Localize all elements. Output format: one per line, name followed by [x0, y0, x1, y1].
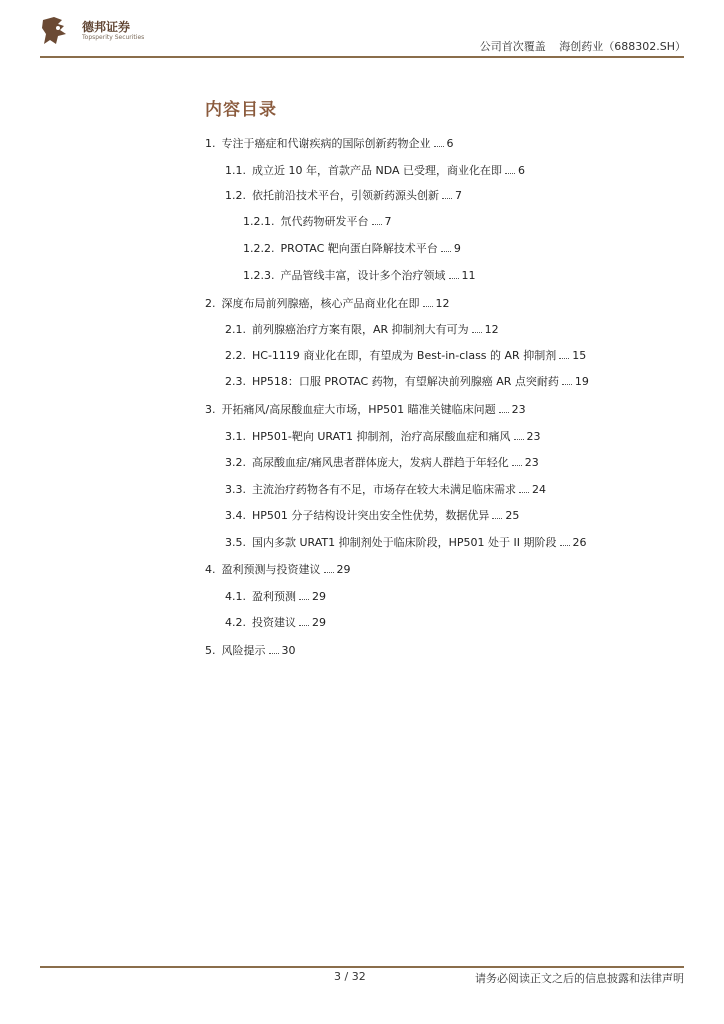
toc-entry-number: 5.	[205, 644, 216, 657]
toc-entry-text: HC-1119 商业化在即，有望成为 Best-in-class 的 AR 抑制剂	[252, 349, 557, 362]
toc-entry-number: 2.	[205, 297, 216, 310]
toc-entry-page: 19	[574, 375, 589, 388]
toc-entry-page: 23	[511, 403, 526, 416]
toc-dot-leader	[562, 384, 572, 385]
toc-entry-page: 12	[435, 297, 450, 310]
toc-entry-text: HP501 分子结构设计突出安全性优势，数据优异	[252, 509, 490, 522]
toc-entry-text: PROTAC 靶向蛋白降解技术平台	[280, 242, 438, 255]
toc-entry-text: 盈利预测	[252, 590, 296, 603]
toc-entry-text: HP518：口服 PROTAC 药物，有望解决前列腺癌 AR 点突耐药	[252, 375, 559, 388]
toc-entry-page: 7	[455, 189, 462, 202]
toc-dot-leader	[269, 653, 279, 654]
toc-dot-leader	[499, 412, 509, 413]
toc-entry-text: 盈利预测与投资建议	[221, 563, 321, 576]
toc-entry-page: 9	[453, 242, 461, 255]
toc-entry-page: 11	[461, 269, 476, 282]
toc-entry-text: HP501-靶向 URAT1 抑制剂，治疗高尿酸血症和痛风	[252, 430, 511, 443]
footer-divider	[40, 966, 684, 968]
toc-entry-text: 开拓痛风/高尿酸血症大市场，HP501 瞄准关键临床问题	[221, 403, 496, 416]
toc-dot-leader	[559, 358, 569, 359]
toc-entry-page: 29	[312, 590, 326, 603]
toc-entry-text: 风险提示	[221, 644, 266, 657]
toc-entry-number: 4.	[205, 563, 216, 576]
toc-dot-leader	[442, 198, 452, 199]
toc-entry-text: 投资建议	[252, 616, 296, 629]
page-number: 3 / 32	[334, 970, 366, 983]
toc-entry-page: 25	[505, 509, 520, 522]
toc-entry-number: 4.2.	[225, 616, 246, 629]
toc-entry-page: 6	[446, 137, 454, 150]
toc-entry-page: 7	[384, 215, 392, 228]
toc-entry-number: 1.2.3.	[243, 269, 275, 282]
toc-dot-leader	[449, 278, 459, 279]
toc-entry-number: 3.1.	[225, 430, 246, 443]
company-name: 海创药业（688302.SH）	[559, 40, 686, 53]
toc-dot-leader	[299, 599, 309, 600]
toc-dot-leader	[299, 625, 309, 626]
toc-entry-number: 3.2.	[225, 456, 246, 469]
toc-dot-leader	[505, 173, 515, 174]
toc-entry-number: 1.	[205, 137, 216, 150]
company-logo	[40, 14, 170, 50]
toc-entry-page: 23	[526, 430, 541, 443]
toc-dot-leader	[434, 146, 444, 147]
toc-entry-number: 2.2.	[225, 349, 246, 362]
page-header	[0, 0, 724, 60]
toc-entry-number: 1.2.1.	[243, 215, 275, 228]
toc-entry-text: 氘代药物研发平台	[280, 215, 369, 228]
toc-dot-leader	[324, 572, 334, 573]
toc-dot-leader	[372, 224, 382, 225]
toc-dot-leader	[423, 306, 433, 307]
toc-entry-number: 3.4.	[225, 509, 246, 522]
toc-entry-text: 产品管线丰富，设计多个治疗领域	[280, 269, 446, 282]
header-report-info	[480, 38, 686, 54]
toc-dot-leader	[560, 545, 570, 546]
toc-entry-text: 高尿酸血症/痛风患者群体庞大，发病人群趋于年轻化	[252, 456, 509, 469]
toc-entry-page: 15	[572, 349, 587, 362]
toc-entry-page: 29	[336, 563, 351, 576]
toc-dot-leader	[441, 251, 451, 252]
toc-entry-page: 23	[524, 456, 539, 469]
report-type: 公司首次覆盖	[479, 40, 546, 53]
toc-entry-number: 3.3.	[225, 483, 246, 496]
toc-dot-leader	[472, 332, 482, 333]
toc-entry-page: 29	[312, 616, 326, 629]
toc-dot-leader	[519, 492, 529, 493]
toc-entry-text: 依托前沿技术平台，引领新药源头创新	[252, 189, 439, 202]
toc-entry-number: 1.2.	[225, 189, 246, 202]
header-divider	[40, 56, 684, 58]
toc-dot-leader	[512, 465, 522, 466]
toc-entry-text: 成立近 10 年，首款产品 NDA 已受理，商业化在即	[252, 164, 503, 177]
toc-entry-text: 主流治疗药物各有不足，市场存在较大未满足临床需求	[252, 483, 516, 496]
toc-dot-leader	[492, 518, 502, 519]
toc-entry-page: 24	[532, 483, 546, 496]
toc-entry-number: 3.5.	[225, 536, 246, 549]
toc-entry-number: 2.1.	[225, 323, 246, 336]
toc-entry-number: 3.	[205, 403, 216, 416]
toc-entry-number: 1.2.2.	[243, 242, 275, 255]
toc-entry-text: 专注于癌症和代谢疾病的国际创新药物企业	[221, 137, 431, 150]
disclaimer-note: 请务必阅读正文之后的信息披露和法律声明	[475, 972, 684, 985]
toc-entry-number: 2.3.	[225, 375, 246, 388]
toc-entry-page: 30	[281, 644, 296, 657]
toc-entry-page: 6	[518, 164, 526, 177]
toc-entry-page: 26	[572, 536, 587, 549]
toc-entry-page: 12	[484, 323, 499, 336]
toc-dot-leader	[514, 439, 524, 440]
toc-entry-number: 1.1.	[225, 164, 246, 177]
toc-entry-text: 深度布局前列腺癌，核心产品商业化在即	[221, 297, 420, 310]
logo-text-en: Topsperity Securities	[82, 34, 145, 41]
logo-text-cn: 德邦证券	[82, 20, 131, 34]
logo-icon	[40, 14, 74, 48]
toc-entry-text: 国内多款 URAT1 抑制剂处于临床阶段，HP501 处于 II 期阶段	[252, 536, 557, 549]
toc-entry-number: 4.1.	[225, 590, 246, 603]
toc-title: 内容目录	[205, 100, 277, 120]
toc-entry-text: 前列腺癌治疗方案有限，AR 抑制剂大有可为	[252, 323, 469, 336]
